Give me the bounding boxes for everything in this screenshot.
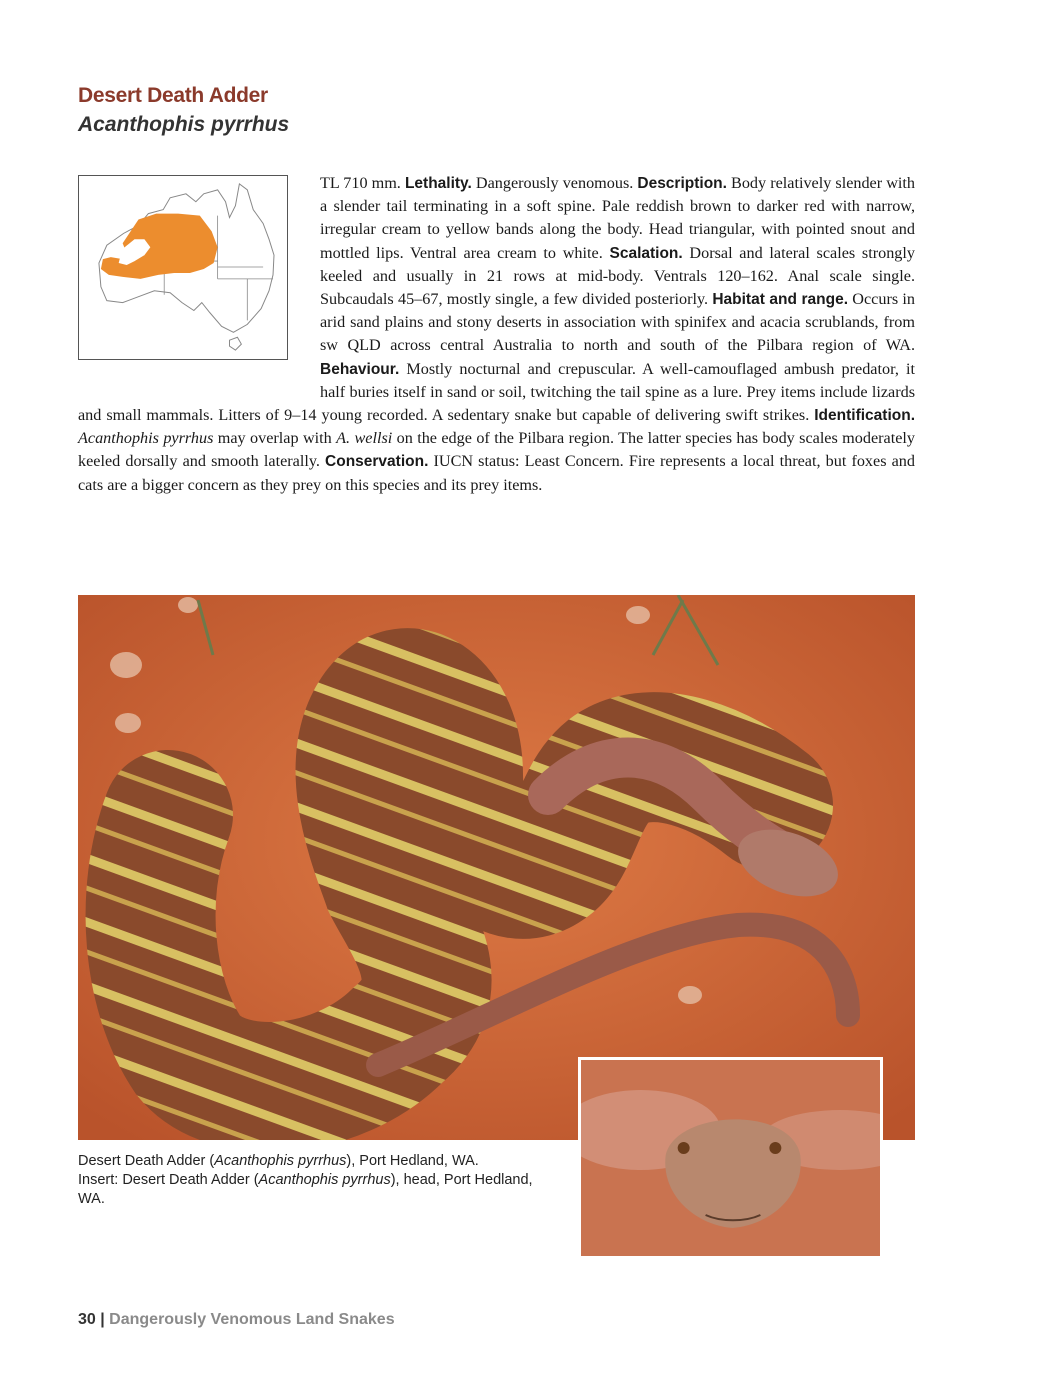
- caption-text-1: Desert Death Adder (: [78, 1153, 215, 1169]
- page-number: 30: [78, 1311, 96, 1328]
- scalation-text: Dorsal and lateral scales strongly keeled and usually in 21 rows at mid-body. Ventrals 120–162. Anal scale single. Subcaudals 45–67, mostly single, a few divided posteriorly.: [320, 243, 915, 309]
- photo-caption: [78, 1152, 548, 1209]
- habitat-heading: Habitat and range.: [712, 291, 849, 309]
- caption-text-4: ), head, Port Hedland, WA.: [78, 1172, 533, 1207]
- identification-species-a: Acanthophis pyrrhus: [78, 429, 214, 448]
- lethality-heading: Lethality.: [404, 175, 472, 192]
- identification-heading: Identification.: [814, 407, 915, 425]
- identification-text-c: on the edge of the Pilbara region. The latter species has body scales moderately keeled dorsally and smooth laterally.: [78, 429, 915, 471]
- description-heading: Description.: [637, 175, 727, 192]
- snake-head-insert-photo: [578, 1057, 883, 1259]
- description-text: Body relatively slender with a slender tail terminating in a soft spine. Pale reddish brown to darker red with narrow, irregular cream to yellow bands along the body. Head triangular, with pointed snout and mottled lips. Ventral area cream to white.: [320, 174, 915, 262]
- species-description: [78, 172, 915, 497]
- conservation-heading: Conservation.: [325, 453, 429, 471]
- section-title: Dangerously Venomous Land Snakes: [109, 1311, 395, 1328]
- caption-text-2: ), Port Hedland, WA.: [346, 1153, 479, 1169]
- caption-text-3: Insert: Desert Death Adder (: [78, 1172, 259, 1188]
- caption-species-2: Acanthophis pyrrhus: [258, 1172, 391, 1188]
- total-length-text: TL 710 mm.: [320, 174, 405, 192]
- lethality-text: Dangerously venomous.: [471, 174, 638, 192]
- page-footer: [78, 1311, 395, 1329]
- snake-head-insert-graphic: [581, 1060, 880, 1256]
- caption-species-1: Acanthophis pyrrhus: [214, 1153, 347, 1169]
- species-scientific-name: Acanthophis pyrrhus: [78, 113, 290, 136]
- identification-species-b: A. wellsi: [336, 429, 393, 448]
- left-eye-icon: [678, 1142, 690, 1154]
- footer-separator: |: [95, 1311, 110, 1328]
- scalation-heading: Scalation.: [609, 244, 683, 262]
- identification-text-b: may overlap with: [213, 429, 337, 448]
- behaviour-heading: Behaviour.: [320, 360, 400, 378]
- habitat-text: Occurs in arid sand plains and stony deserts in association with spinifex and acacia scrublands, from sw QLD across central Australia to north and south of the Pilbara region of WA.: [320, 290, 915, 355]
- map-wrap-space: [78, 172, 320, 393]
- behaviour-text: Mostly nocturnal and crepuscular. A well-camouflaged ambush predator, it half buries itself in sand or soil, twitching the tail spine as a lure. Prey items include lizards and small mammals. Litters of 9–14 young recorded. A sedentary snake but capable of delivering swift strikes.: [78, 359, 915, 425]
- species-common-name: Desert Death Adder: [78, 84, 268, 107]
- conservation-text: IUCN status: Least Concern. Fire represents a local threat, but foxes and cats are a bigger concern as they prey on this species and its prey items.: [78, 452, 915, 494]
- right-eye-icon: [769, 1142, 781, 1154]
